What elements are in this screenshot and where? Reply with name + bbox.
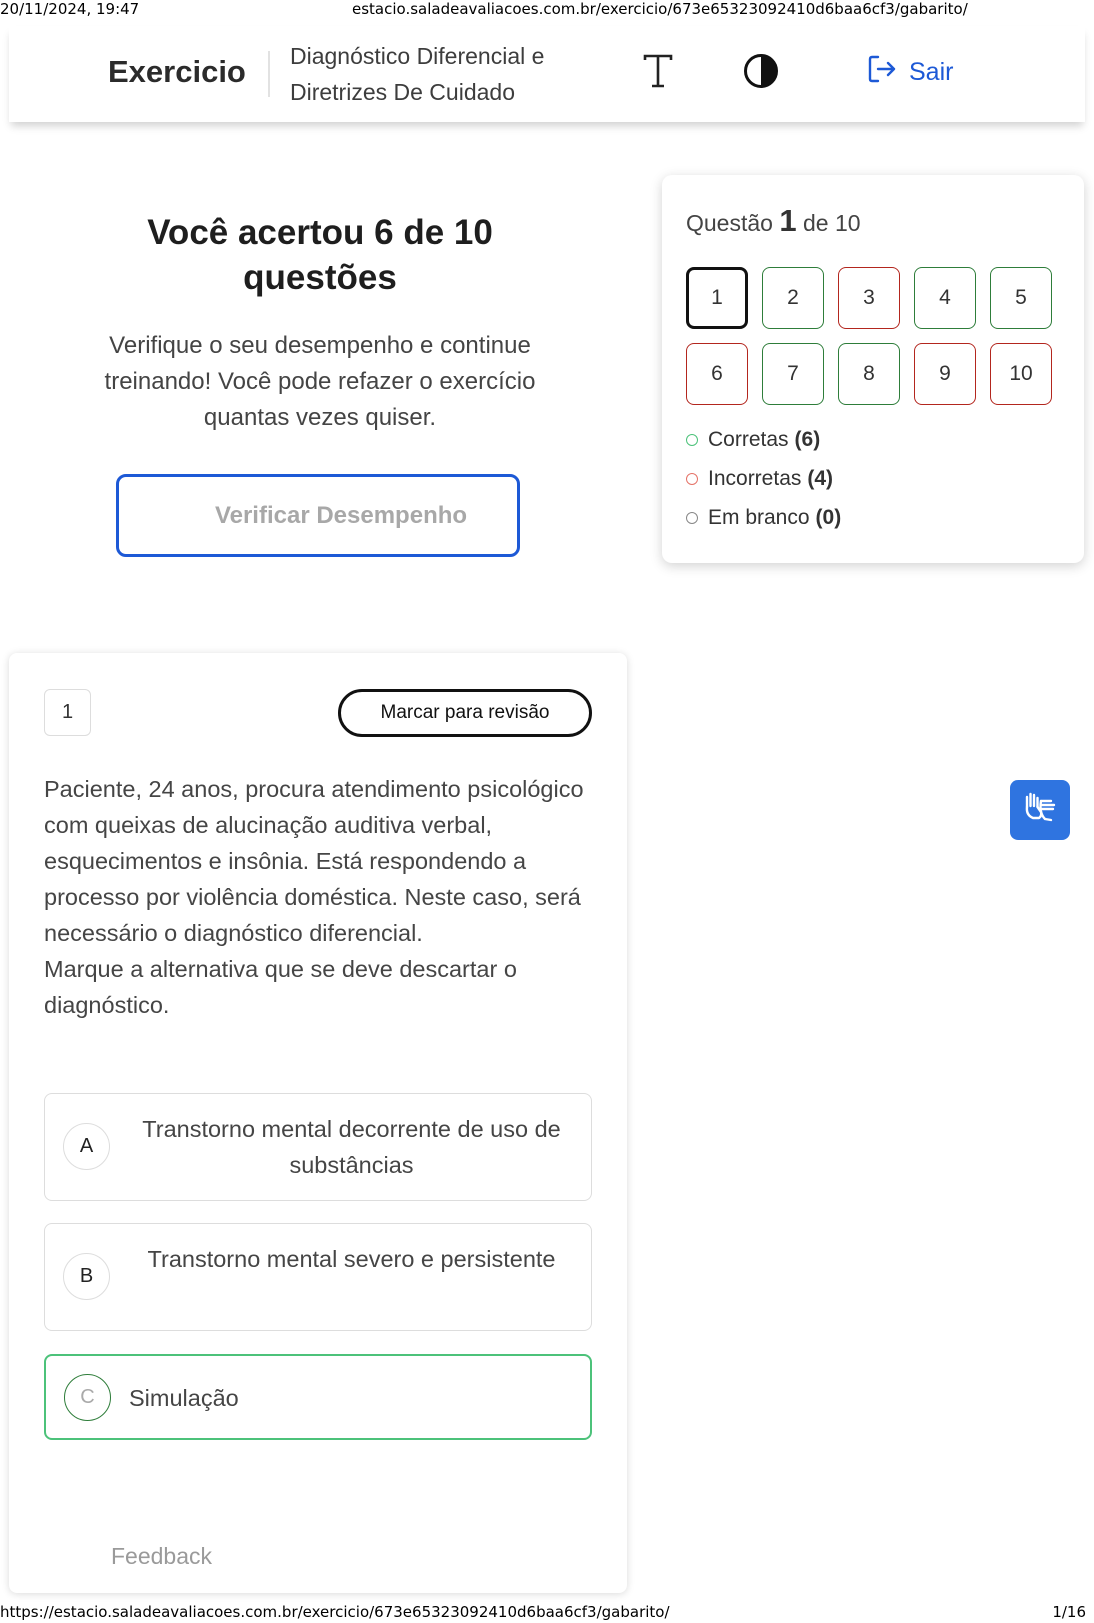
contrast-button[interactable]	[736, 48, 786, 98]
legend-blank-count: (0)	[815, 506, 842, 529]
navigator-label-prefix: Questão	[686, 210, 773, 236]
wrong-dot-icon	[686, 473, 698, 485]
legend-correct-count: (6)	[794, 428, 821, 451]
question-button-8[interactable]: 8	[838, 343, 900, 405]
legend-wrong	[686, 467, 833, 491]
navigator-label-suffix: de 10	[802, 210, 861, 236]
contrast-icon	[743, 53, 779, 94]
question-statement	[44, 771, 594, 1023]
font-size-button[interactable]	[633, 48, 683, 98]
print-header	[0, 0, 1094, 18]
print-datetime: 20/11/2024, 19:47	[0, 0, 140, 18]
logout-label: Sair	[909, 58, 954, 86]
question-button-1[interactable]: 1	[686, 267, 748, 329]
question-button-10[interactable]: 10	[990, 343, 1052, 405]
question-card	[9, 653, 627, 1593]
print-footer-url: https://estacio.saladeavaliacoes.com.br/exercicio/673e65323092410d6baa6cf3/gabarito/	[0, 1603, 670, 1621]
correct-dot-icon	[686, 434, 698, 446]
legend-wrong-label: Incorretas	[708, 467, 802, 490]
blank-dot-icon	[686, 512, 698, 524]
alternative-text: Transtorno mental severo e persistente	[147, 1246, 556, 1272]
brand-divider	[268, 51, 270, 97]
question-button-3[interactable]: 3	[838, 267, 900, 329]
feedback-label: Feedback	[111, 1543, 213, 1569]
statement-paragraph-2: Marque a alternativa que se deve descartar o diagnóstico.	[44, 956, 517, 1018]
exercise-subject: Diagnóstico Diferencial e Diretrizes De Cuidado	[290, 43, 545, 105]
verify-performance-button[interactable]: Verificar Desempenho	[116, 474, 520, 557]
logout-button[interactable]	[867, 54, 953, 91]
navigator-title	[686, 203, 861, 239]
alternative-text: Simulação	[129, 1385, 239, 1411]
question-navigator	[662, 175, 1084, 563]
result-title: Você acertou 6 de 10 questões	[147, 213, 493, 297]
question-button-2[interactable]: 2	[762, 267, 824, 329]
result-summary	[70, 210, 570, 436]
legend-blank-label: Em branco	[708, 506, 810, 529]
question-number: 1	[44, 689, 91, 736]
navigator-current: 1	[779, 203, 797, 238]
sign-language-hands-icon	[1021, 789, 1059, 832]
print-footer	[0, 1601, 1094, 1623]
alternative-b[interactable]	[44, 1223, 592, 1331]
print-page-number: 1/16	[1052, 1603, 1086, 1621]
brand-title: Exercicio	[108, 54, 246, 89]
result-message: Verifique o seu desempenho e continue treinando! Você pode refazer o exercício quantas vezes quiser.	[104, 332, 536, 431]
question-button-4[interactable]: 4	[914, 267, 976, 329]
question-button-7[interactable]: 7	[762, 343, 824, 405]
question-button-5[interactable]: 5	[990, 267, 1052, 329]
alternative-letter: A	[63, 1123, 110, 1170]
legend-correct	[686, 428, 820, 452]
sign-language-button[interactable]	[1010, 780, 1070, 840]
logout-icon	[867, 54, 897, 91]
statement-paragraph-1: Paciente, 24 anos, procura atendimento psicológico com queixas de alucinação auditiva verbal, esquecimentos e insônia. Está respondendo a processo por violência doméstica. Neste caso, será necessário o diagnóstico diferencial.	[44, 776, 584, 946]
question-button-9[interactable]: 9	[914, 343, 976, 405]
legend-correct-label: Corretas	[708, 428, 789, 451]
alternative-letter: C	[64, 1374, 111, 1421]
print-header-url: estacio.saladeavaliacoes.com.br/exercicio/673e65323092410d6baa6cf3/gabarito/	[352, 0, 968, 18]
legend-wrong-count: (4)	[807, 467, 834, 490]
top-navbar	[9, 26, 1085, 122]
mark-review-button[interactable]: Marcar para revisão	[338, 689, 592, 737]
text-size-icon	[642, 54, 674, 93]
alternative-a[interactable]	[44, 1093, 592, 1201]
alternative-text: Transtorno mental decorrente de uso de substâncias	[142, 1116, 561, 1178]
question-button-6[interactable]: 6	[686, 343, 748, 405]
alternative-letter: B	[63, 1253, 110, 1300]
legend-blank	[686, 506, 841, 530]
alternative-c[interactable]	[44, 1354, 592, 1440]
